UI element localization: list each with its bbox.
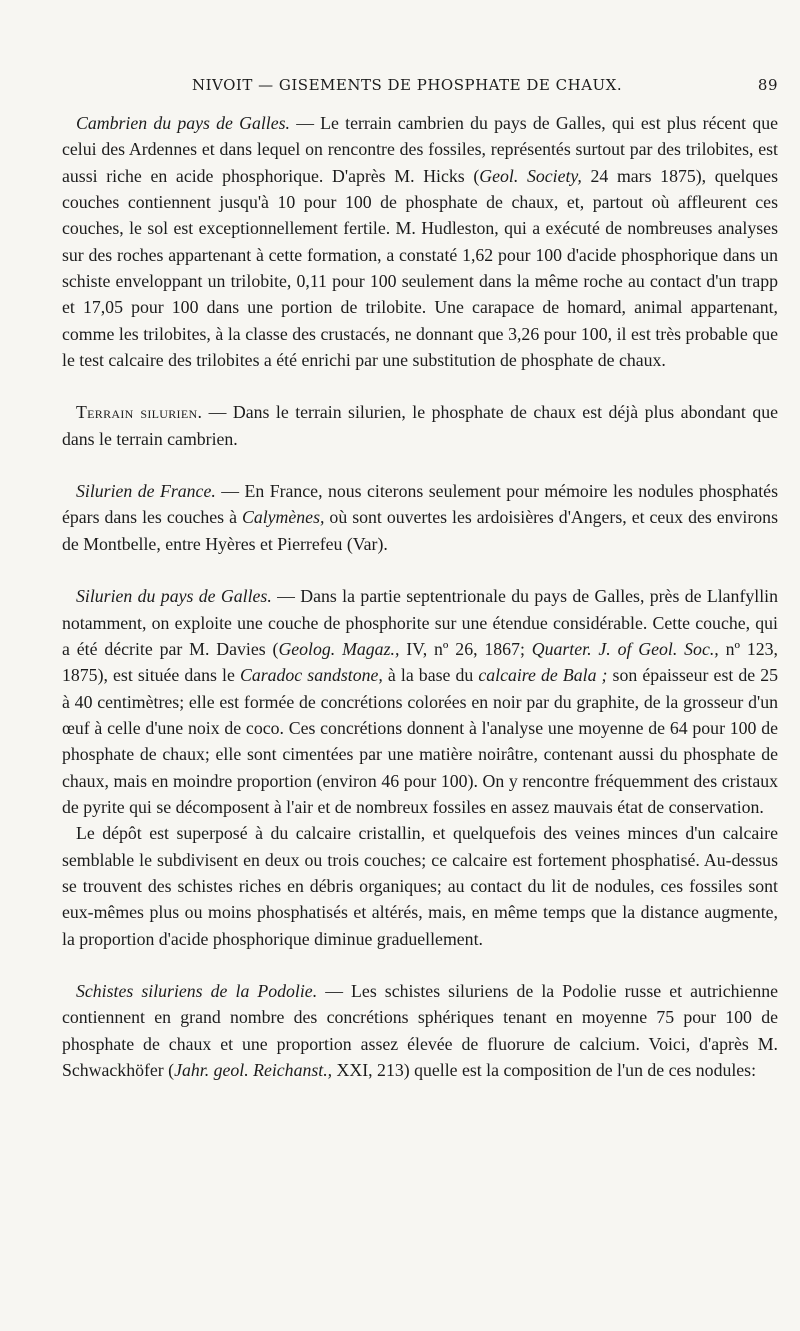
paragraph-text: Le dépôt est superposé à du calcaire cristallin, et quelquefois des veines minces d'un calcaire semblable le subdivisent en deux ou trois couches; ce calcaire est fortement phosphatisé. Au-dessus se trouvent des schistes riches en débris organiques; au contact du lit de nodules, ces fossiles sont eux-mêmes plus ou moins phosphatisés et altérés, mais, en même temps que la distance augmente, la proportion d'acide phosphorique diminue graduellement. bbox=[62, 823, 778, 949]
section-heading: Terrain silurien. bbox=[76, 402, 203, 423]
paragraph-silurien-france bbox=[62, 478, 778, 557]
paragraph-depot bbox=[62, 820, 778, 952]
italic-term: calcaire de Bala ; bbox=[478, 665, 608, 686]
paragraph-text: — Dans le terrain silurien, le phosphate de chaux est déjà plus abondant que dans le terrain cambrien. bbox=[62, 402, 778, 449]
section-heading: Schistes siluriens de la Podolie. bbox=[76, 980, 318, 1001]
page-header bbox=[62, 76, 778, 100]
paragraph-text: — Le terrain cambrien du pays de Galles, qui est plus récent que celui des Ardennes et dans lequel on rencontre des fossiles, représentés surtout par des trilobites, est aussi riche en acide phosphorique. D'après M. Hicks ( bbox=[62, 113, 778, 186]
italic-term: Caradoc sandstone, bbox=[239, 665, 383, 686]
page-number: 89 bbox=[757, 76, 778, 94]
citation: Quarter. J. of Geol. Soc., bbox=[531, 638, 719, 659]
paragraph-text: XXI, 213) quelle est la composition de l'un de ces nodules: bbox=[332, 1060, 757, 1080]
paragraph-cambrien-galles bbox=[62, 110, 778, 373]
paragraph-text: nº 123, 1875), est située dans le bbox=[62, 638, 778, 686]
paragraph-podolie bbox=[62, 978, 778, 1083]
paragraph-text: à la base du bbox=[382, 665, 479, 686]
italic-term: Calymènes, bbox=[241, 507, 325, 528]
paragraph-text: — Dans la partie septentrionale du pays de Galles, près de Llanfyllin notamment, on exploite une couche de phosphorite sur une étendue considérable. Cette couche, qui a été décrite par M. Davies ( bbox=[62, 586, 778, 659]
body-text bbox=[62, 110, 778, 1083]
citation: Jahr. geol. Reichanst., bbox=[174, 1060, 333, 1080]
paragraph-text: où sont ouvertes les ardoisières d'Angers, et ceux des environs de Montbelle, entre Hyères et Pierrefeu (Var). bbox=[62, 507, 778, 554]
paragraph-silurien-galles bbox=[62, 583, 778, 820]
section-heading: Cambrien du pays de Galles. bbox=[76, 113, 290, 133]
running-title: NIVOIT — GISEMENTS DE PHOSPHATE DE CHAUX. bbox=[192, 76, 623, 94]
paragraph-text: — En France, nous citerons seulement pour mémoire les nodules phosphatés épars dans les couches à bbox=[62, 481, 778, 528]
section-heading: Silurien de France. bbox=[76, 481, 216, 502]
paragraph-text: 24 mars 1875), quelques couches contiennent jusqu'à 10 pour 100 de phosphate de chaux, et, partout où affleurent ces couches, le sol est exceptionnellement fertile. M. Hudleston, qui a exécuté de nombreuses analyses sur des roches appartenant à cette formation, a constaté 1,62 pour 100 d'acide phosphorique dans un schiste enveloppant un trilobite, 0,11 pour 100 seulement dans la même roche au contact d'un trapp et 17,05 pour 100 dans une portion de trilobite. Une carapace de homard, animal appartenant, comme les trilobites, à la classe des crustacés, ne donnant que 3,26 pour 100, il est très probable que le test calcaire des trilobites a été enrichi par une substitution de phosphate de chaux. bbox=[62, 165, 778, 371]
paragraph-text: — Les schistes siluriens de la Podolie russe et autrichienne contiennent en grand nombre des concrétions sphériques tenant en moyenne 75 pour 100 de phosphate de chaux et une proportion assez élevée de fluorure de calcium. Voici, d'après M. Schwackhöfer ( bbox=[62, 980, 778, 1080]
citation: Geol. Society, bbox=[479, 165, 582, 186]
citation: Geolog. Magaz., bbox=[278, 638, 400, 659]
paragraph-text: IV, nº 26, 1867; bbox=[399, 638, 532, 659]
paragraph-terrain-silurien bbox=[62, 399, 778, 452]
section-heading: Silurien du pays de Galles. bbox=[76, 586, 272, 607]
paragraph-text: son épaisseur est de 25 à 40 centimètres; elle est formée de concrétions colorées en noir par du graphite, de la grosseur d'un œuf à celle d'une noix de coco. Ces concrétions donnent à l'analyse une moyenne de 64 pour 100 de phosphate de chaux; elle sont cimentées par une matière noirâtre, contenant aussi du phosphate de chaux, mais en moindre proportion (environ 46 pour 100). On y rencontre fréquemment des cristaux de pyrite qui se décomposent à l'air et de nombreux fossiles en assez mauvais état de conservation. bbox=[62, 665, 779, 817]
